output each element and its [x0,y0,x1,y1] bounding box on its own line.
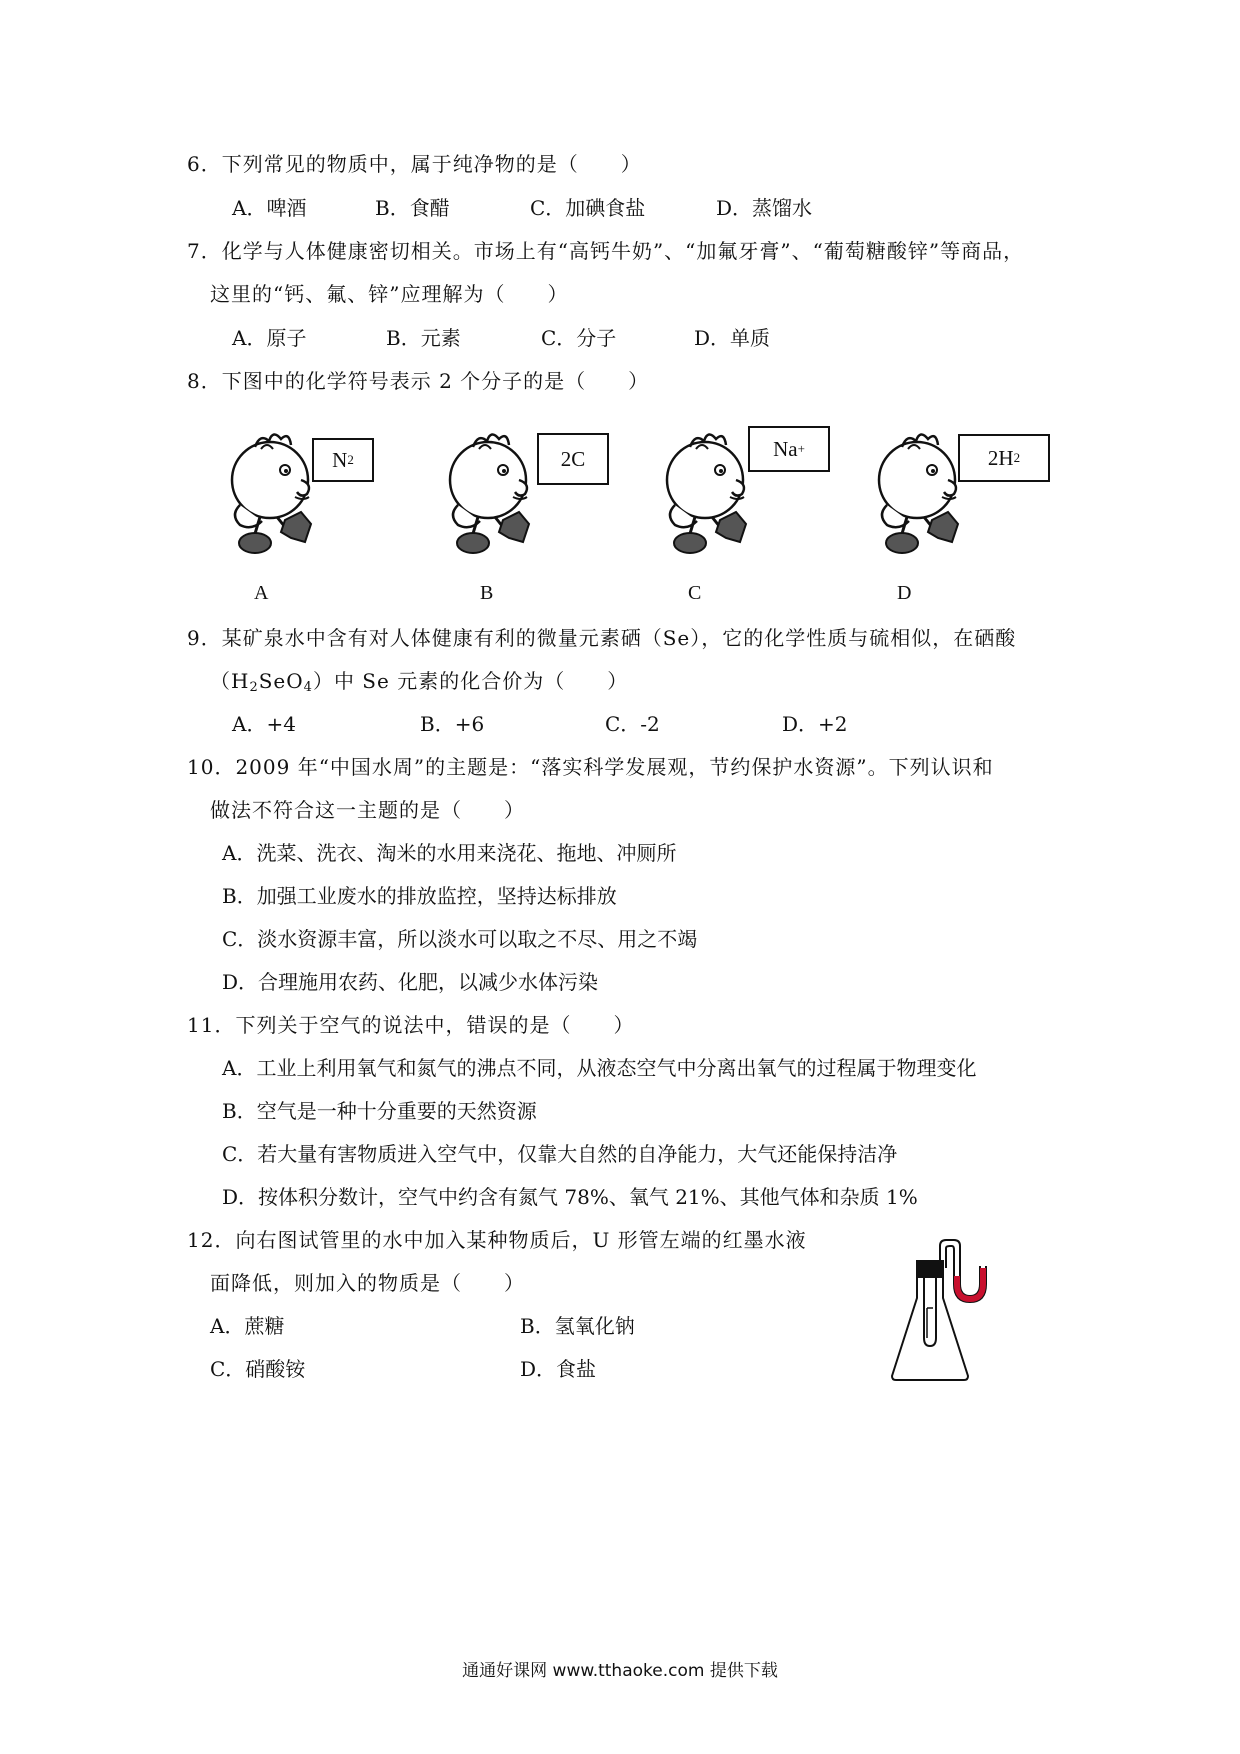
flask-stopper [916,1260,944,1278]
symbol-box-b [537,433,609,485]
q9-formula-part1: （H [210,669,250,693]
q7-stem-line1: 7．化学与人体健康密切相关。市场上有“高钙牛奶”、“加氟牙膏”、“葡萄糖酸锌”等商品， [187,239,1025,263]
q12-option-a: A．蔗糖 [210,1314,285,1338]
symbol-d-main: 2H [987,445,1014,470]
q11-option-b: B．空气是一种十分重要的天然资源 [222,1099,537,1123]
q12-stem-line2: 面降低，则加入的物质是（ ） [210,1271,525,1295]
symbol-a-sub: 2 [347,452,354,467]
q10-stem-line2: 做法不符合这一主题的是（ ） [210,798,525,822]
q6-option-d: D．蒸馏水 [716,196,813,220]
symbol-b-main: 2C [560,446,586,471]
q10-option-d: D．合理施用农药、化肥，以减少水体污染 [222,970,599,994]
symbol-c-main: Na [773,436,798,461]
q11-option-a: A．工业上利用氧气和氮气的沸点不同，从液态空气中分离出氧气的过程属于物理变化 [222,1056,977,1080]
figure-letter-b: B [480,582,494,604]
symbol-box-d [958,434,1050,482]
q11-option-d: D．按体积分数计，空气中约含有氮气 78%、氧气 21%、其他气体和杂质 1% [222,1185,918,1209]
q9-option-a: A．+4 [232,712,296,736]
symbol-box-c [748,426,830,472]
cartoon-figure-b [433,425,553,560]
flask-u-tube-diagram [880,1238,1000,1383]
q6-option-a: A．啤酒 [232,196,307,220]
q12-option-b: B．氢氧化钠 [520,1314,635,1338]
q12-option-c: C．硝酸铵 [210,1357,306,1381]
q9-option-c: C．-2 [605,712,660,736]
q9-option-d: D．+2 [782,712,848,736]
q7-option-a: A．原子 [232,326,307,350]
figure-letter-c: C [688,582,702,604]
q6-option-b: B．食醋 [375,196,450,220]
q6-option-c: C．加碘食盐 [530,196,646,220]
q7-option-d: D．单质 [694,326,771,350]
q9-formula-part2: SeO [258,669,304,693]
symbol-box-a [312,438,374,482]
q9-formula-part3: ）中 Se 元素的化合价为（ ） [312,669,629,693]
q9-formula-sub2: 4 [303,680,313,695]
q9-stem-line1: 9．某矿泉水中含有对人体健康有利的微量元素硒（Se），它的化学性质与硫相似，在硒酸 [187,626,1017,650]
figure-letter-a: A [254,582,269,604]
q9-option-b: B．+6 [420,712,485,736]
q7-option-c: C．分子 [541,326,617,350]
q11-option-c: C．若大量有害物质进入空气中，仅靠大自然的自净能力，大气还能保持洁净 [222,1142,898,1166]
q6-stem: 6．下列常见的物质中，属于纯净物的是（ ） [187,152,642,176]
q8-stem: 8．下图中的化学符号表示 2 个分子的是（ ） [187,369,650,393]
symbol-c-sup: + [797,441,805,456]
q7-stem-line2: 这里的“钙、氟、锌”应理解为（ ） [210,282,569,306]
q10-stem-line1: 10．2009 年“中国水周”的主题是：“落实科学发展观，节约保护水资源”。下列认识和 [187,755,994,779]
symbol-d-sub: 2 [1013,450,1021,465]
q12-stem-line1: 12．向右图试管里的水中加入某种物质后，U 形管左端的红墨水液 [187,1228,807,1252]
symbol-a-main: N [332,447,348,472]
q11-stem: 11．下列关于空气的说法中，错误的是（ ） [187,1013,635,1037]
q10-option-b: B．加强工业废水的排放监控，坚持达标排放 [222,884,617,908]
q9-stem-line2 [210,667,628,702]
figure-letter-d: D [897,582,912,604]
page-footer: 通通好课网 www.tthaoke.com 提供下载 [462,1661,778,1681]
q7-option-b: B．元素 [386,326,461,350]
q9-formula-sub1: 2 [249,680,259,695]
q10-option-c: C．淡水资源丰富，所以淡水可以取之不尽、用之不竭 [222,927,698,951]
q12-option-d: D．食盐 [520,1357,597,1381]
q10-option-a: A．洗菜、洗衣、淘米的水用来浇花、拖地、冲厕所 [222,841,677,865]
